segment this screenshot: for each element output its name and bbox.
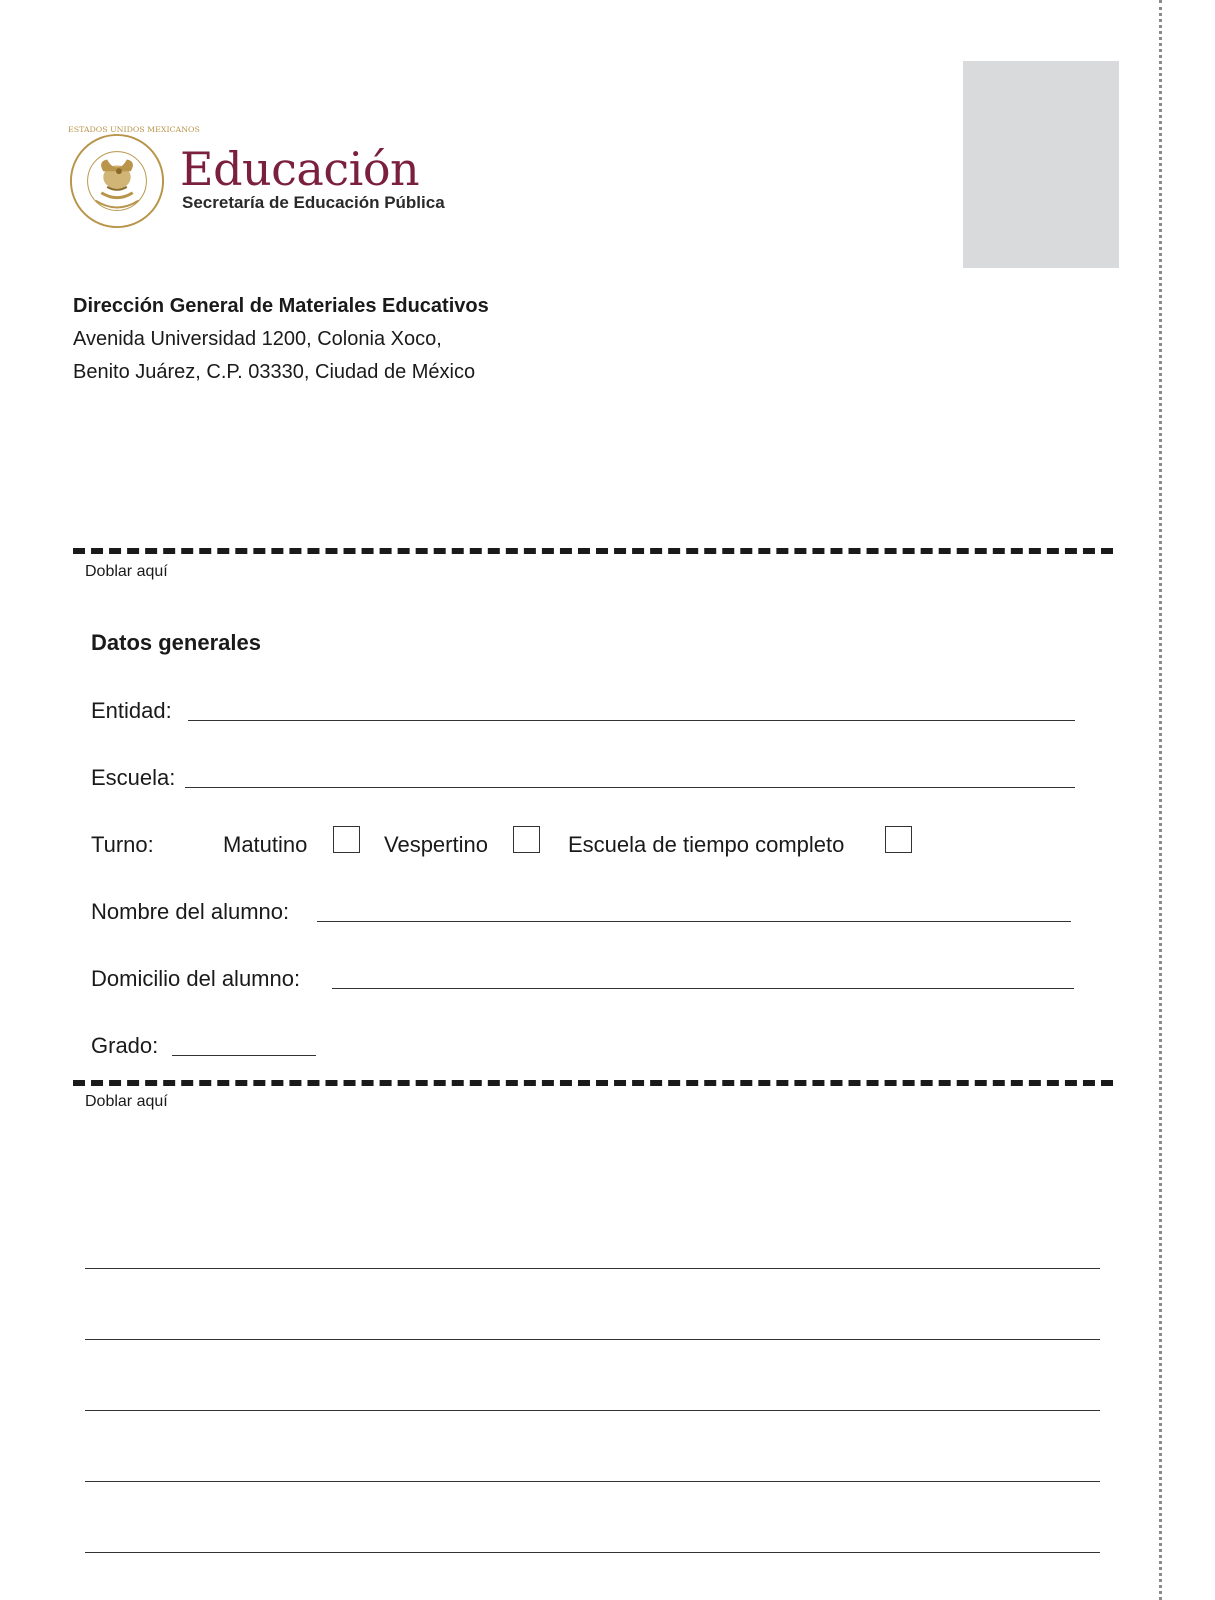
turno-label: Turno: <box>91 832 154 857</box>
stamp-placeholder <box>963 61 1119 268</box>
fold-label-bottom: Doblar aquí <box>85 1093 168 1110</box>
writing-line[interactable] <box>85 1552 1100 1553</box>
turno-vespertino-checkbox[interactable] <box>513 826 540 853</box>
sep-seal-icon <box>68 125 200 230</box>
fold-line-top <box>73 548 1113 554</box>
writing-line[interactable] <box>85 1481 1100 1482</box>
brand-title: Educación <box>180 142 420 196</box>
address-line-1: Dirección General de Materiales Educativos <box>73 295 489 317</box>
writing-line[interactable] <box>85 1339 1100 1340</box>
escuela-label: Escuela: <box>91 765 176 790</box>
entidad-field[interactable] <box>188 720 1075 721</box>
turno-vespertino-label: Vespertino <box>384 832 488 857</box>
grado-field[interactable] <box>172 1055 316 1056</box>
turno-tiempo-completo-checkbox[interactable] <box>885 826 912 853</box>
address-line-2: Avenida Universidad 1200, Colonia Xoco, <box>73 328 442 350</box>
turno-tiempo-completo-label: Escuela de tiempo completo <box>568 832 845 857</box>
turno-matutino-label: Matutino <box>223 832 308 857</box>
grado-label: Grado: <box>91 1033 159 1058</box>
turno-matutino-checkbox[interactable] <box>333 826 360 853</box>
nombre-field[interactable] <box>317 921 1071 922</box>
perforation-line <box>1159 0 1162 1600</box>
writing-line[interactable] <box>85 1268 1100 1269</box>
address-block <box>73 290 489 389</box>
domicilio-field[interactable] <box>332 988 1074 989</box>
writing-line[interactable] <box>85 1410 1100 1411</box>
nombre-label: Nombre del alumno: <box>91 899 290 924</box>
brand-subtitle: Secretaría de Educación Pública <box>182 193 445 212</box>
form-title: Datos generales <box>91 630 261 655</box>
entidad-label: Entidad: <box>91 698 172 723</box>
fold-line-bottom <box>73 1080 1113 1086</box>
seal-text: ESTADOS UNIDOS MEXICANOS <box>68 125 200 134</box>
domicilio-label: Domicilio del alumno: <box>91 966 301 991</box>
escuela-field[interactable] <box>185 787 1075 788</box>
fold-label-top: Doblar aquí <box>85 563 168 580</box>
address-line-3: Benito Juárez, C.P. 03330, Ciudad de México <box>73 361 476 383</box>
